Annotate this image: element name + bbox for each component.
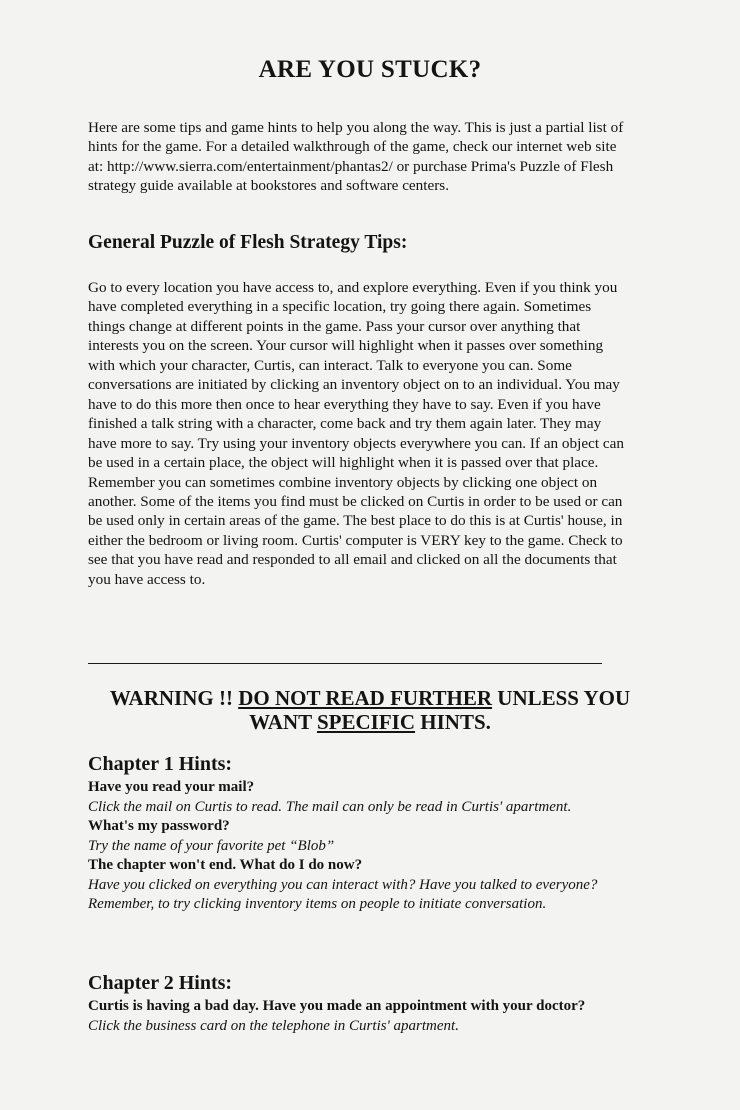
warning-text: UNLESS YOU bbox=[497, 686, 631, 710]
general-tips-heading: General Puzzle of Flesh Strategy Tips: bbox=[88, 232, 408, 253]
hint-answer: Click the mail on Curtis to read. The mail can only be read in Curtis' apartment. bbox=[88, 798, 572, 815]
warning-underlined-word: SPECIFIC bbox=[317, 710, 416, 734]
warning-text: HINTS. bbox=[420, 710, 491, 734]
hint-question: The chapter won't end. What do I do now? bbox=[88, 857, 363, 873]
warning-banner bbox=[0, 686, 740, 734]
chapter-2-hints bbox=[88, 997, 608, 1036]
hint-answer: Click the business card on the telephone in Curtis' apartment. bbox=[88, 1017, 459, 1034]
warning-text: WANT bbox=[249, 710, 312, 734]
hint-question: Have you read your mail? bbox=[88, 779, 255, 795]
hint-answer: Have you clicked on everything you can interact with? Have you talked to everyone? Remember, to try clicking inventory items on people to initiate conversation. bbox=[88, 876, 598, 912]
warning-label: WARNING !! bbox=[109, 686, 233, 710]
chapter-2-heading: Chapter 2 Hints: bbox=[88, 972, 233, 994]
warning-underlined-phrase: DO NOT READ FURTHER bbox=[238, 686, 493, 710]
hint-question: What's my password? bbox=[88, 818, 230, 834]
chapter-1-hints bbox=[88, 778, 608, 915]
intro-paragraph: Here are some tips and game hints to help you along the way. This is just a partial list of hints for the game. For a detailed walkthrough of the game, check our internet web site at: http://www.sierra.com/entertainment/phantas2/ or purchase Prima's Puzzle of Flesh strategy guide available at bookstores and software centers. bbox=[88, 119, 624, 195]
divider bbox=[88, 663, 602, 664]
hint-question: Curtis is having a bad day. Have you made an appointment with your doctor? bbox=[88, 998, 586, 1014]
hint-answer: Try the name of your favorite pet “Blob” bbox=[88, 837, 335, 854]
page-title: ARE YOU STUCK? bbox=[258, 56, 482, 83]
chapter-1-heading: Chapter 1 Hints: bbox=[88, 753, 233, 775]
general-tips-paragraph: Go to every location you have access to, and explore everything. Even if you think you have completed everything in a specific location, try going there again. Sometimes things change at different points in the game. Pass your cursor over anything that interests you on the screen. Your cursor will highlight when it passes over something with which your character, Curtis, can interact. Talk to everyone you can. Some conversations are initiated by clicking an inventory object on to an individual. You may have to do this more then once to hear everything they have to say. Even if you have finished a talk string with a character, come back and try them again later. They may have more to say. Try using your inventory objects everywhere you can. If an object can be used in a certain place, the object will highlight when it is passed over that place. Remember you can sometimes combine inventory objects by clicking one object on another. Some of the items you find must be clicked on Curtis in order to be used or can be used only in certain areas of the game. The best place to do this is at Curtis' house, in either the bedroom or living room. Curtis' computer is VERY key to the game. Check to see that you have read and responded to all email and clicked on all the documents that you have access to. bbox=[88, 279, 624, 588]
